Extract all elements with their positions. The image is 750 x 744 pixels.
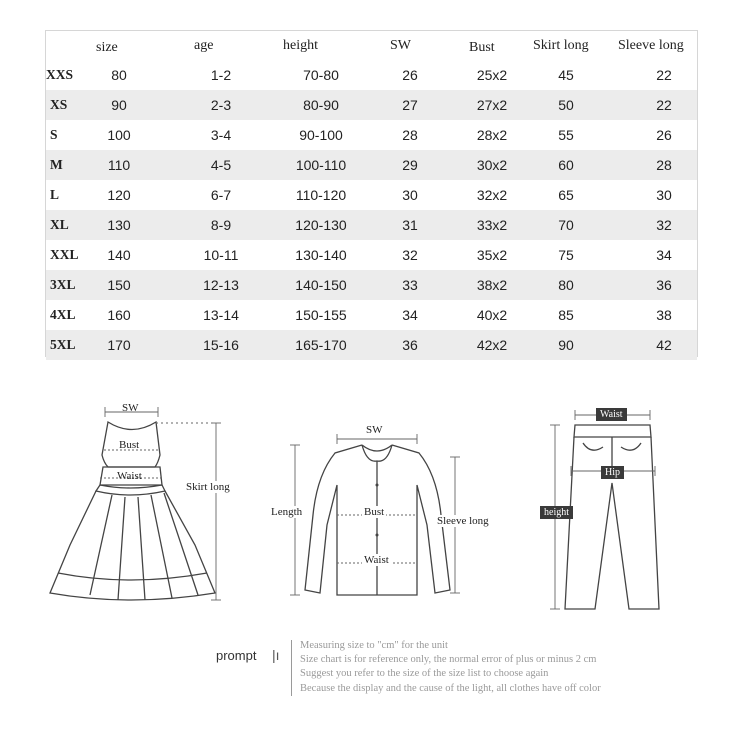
table-row [46, 150, 697, 180]
table-cell: 60 [558, 157, 574, 173]
shirt-sleeve-long-label: Sleeve long [437, 515, 489, 527]
header-size: size [96, 40, 118, 55]
table-row [46, 210, 697, 240]
pants-diagram [535, 403, 695, 615]
table-cell: 36 [402, 337, 418, 353]
table-cell: 3-4 [210, 127, 232, 143]
table-cell: 8-9 [210, 217, 232, 233]
table-cell: 15-16 [203, 337, 239, 353]
table-cell: 33x2 [476, 217, 508, 233]
table-cell: 110-120 [295, 187, 347, 203]
prompt-notes [300, 639, 601, 696]
pants-waist-label: Waist [596, 408, 627, 421]
shirt-length-label: Length [271, 506, 303, 518]
table-row [46, 240, 697, 270]
dress-diagram [30, 395, 260, 610]
table-cell: 2-3 [210, 97, 232, 113]
table-cell: 160 [107, 307, 131, 323]
size-label: M [50, 157, 63, 172]
table-cell: 28x2 [476, 127, 508, 143]
table-cell: 10-11 [203, 247, 239, 263]
table-cell: 170 [107, 337, 131, 353]
table-header-row [46, 31, 697, 61]
shirt-waist-label: Waist [364, 554, 389, 566]
table-cell: 50 [558, 97, 574, 113]
table-cell: 30x2 [476, 157, 508, 173]
table-cell: 80-90 [303, 97, 339, 113]
size-label: S [50, 127, 58, 142]
dress-waist-label: Waist [117, 470, 142, 482]
table-cell: 30 [656, 187, 672, 203]
size-label: L [50, 187, 60, 202]
table-row [46, 180, 697, 210]
table-cell: 80 [111, 67, 127, 83]
prompt-divider [291, 640, 292, 696]
size-label: 4XL [50, 307, 76, 322]
pants-height-label: height [540, 506, 573, 519]
note-line-1: Measuring size to "cm" for the unit [300, 640, 448, 651]
table-cell: 40x2 [476, 307, 508, 323]
note-line-4: Because the display and the cause of the light, all clothes have off color [300, 682, 601, 694]
size-label: XXL [50, 247, 79, 262]
table-cell: 34 [402, 307, 418, 323]
table-cell: 30 [402, 187, 418, 203]
table-cell: 22 [656, 67, 672, 83]
table-row [46, 90, 697, 120]
table-cell: 42 [656, 337, 672, 353]
pants-hip-label: Hip [601, 466, 624, 479]
header-age: age [194, 38, 214, 53]
header-sleeve-long: Sleeve long [618, 38, 684, 53]
prompt-label: prompt [216, 648, 257, 663]
table-cell: 38x2 [476, 277, 508, 293]
table-cell: 28 [402, 127, 418, 143]
table-cell: 45 [558, 67, 574, 83]
table-cell: 55 [558, 127, 574, 143]
table-cell: 12-13 [203, 277, 239, 293]
table-cell: 130-140 [295, 247, 347, 263]
size-label: XS [50, 97, 68, 112]
table-cell: 28 [656, 157, 672, 173]
table-cell: 70 [558, 217, 574, 233]
table-cell: 32 [402, 247, 418, 263]
dress-bust-label: Bust [119, 439, 140, 451]
shirt-bust-label: Bust [364, 506, 385, 518]
size-label: XXS [46, 67, 74, 82]
table-cell: 22 [656, 97, 672, 113]
table-cell: 120-130 [295, 217, 347, 233]
table-row [46, 300, 697, 330]
table-cell: 27 [402, 97, 418, 113]
table-cell: 150 [107, 277, 131, 293]
table-cell: 90-100 [299, 127, 343, 143]
table-cell: 140 [107, 247, 131, 263]
shirt-sw-label: SW [366, 424, 383, 436]
table-cell: 65 [558, 187, 574, 203]
header-bust: Bust [469, 40, 495, 55]
table-cell: 90 [558, 337, 574, 353]
table-cell: 34 [656, 247, 672, 263]
table-cell: 90 [111, 97, 127, 113]
table-cell: 75 [558, 247, 574, 263]
header-sw: SW [390, 38, 411, 53]
table-cell: 100-110 [295, 157, 347, 173]
table-cell: 35x2 [476, 247, 508, 263]
table-row [46, 120, 697, 150]
table-row [46, 330, 697, 360]
table-cell: 150-155 [295, 307, 347, 323]
table-cell: 42x2 [476, 337, 508, 353]
table-cell: 29 [402, 157, 418, 173]
prompt-mark-icon: |ı [272, 647, 280, 663]
table-cell: 130 [107, 217, 131, 233]
table-cell: 13-14 [203, 307, 239, 323]
table-cell: 32x2 [476, 187, 508, 203]
size-label: 5XL [50, 337, 76, 352]
table-cell: 38 [656, 307, 672, 323]
table-cell: 140-150 [295, 277, 347, 293]
table-cell: 70-80 [303, 67, 339, 83]
table-cell: 31 [402, 217, 418, 233]
size-label: XL [50, 217, 69, 232]
dress-skirt-long-label: Skirt long [186, 481, 230, 493]
table-cell: 6-7 [210, 187, 232, 203]
table-cell: 36 [656, 277, 672, 293]
header-skirt-long: Skirt long [533, 38, 589, 53]
table-row [46, 270, 697, 300]
table-cell: 85 [558, 307, 574, 323]
table-cell: 33 [402, 277, 418, 293]
table-cell: 26 [402, 67, 418, 83]
table-cell: 25x2 [476, 67, 508, 83]
size-table [45, 30, 698, 357]
table-cell: 165-170 [295, 337, 347, 353]
table-cell: 120 [107, 187, 131, 203]
note-line-3: Suggest you refer to the size of the size list to choose again [300, 668, 549, 680]
shirt-diagram [265, 415, 505, 605]
header-height: height [283, 38, 318, 53]
table-cell: 32 [656, 217, 672, 233]
table-row [46, 60, 697, 90]
table-cell: 110 [107, 157, 131, 173]
table-cell: 1-2 [210, 67, 232, 83]
dress-sw-label: SW [122, 402, 139, 414]
table-cell: 26 [656, 127, 672, 143]
note-line-2: Size chart is for reference only, the normal error of plus or minus 2 cm [300, 654, 597, 666]
dress-drawing [30, 395, 260, 610]
size-label: 3XL [50, 277, 76, 292]
table-cell: 27x2 [476, 97, 508, 113]
table-cell: 100 [107, 127, 131, 143]
table-cell: 4-5 [210, 157, 232, 173]
table-cell: 80 [558, 277, 574, 293]
